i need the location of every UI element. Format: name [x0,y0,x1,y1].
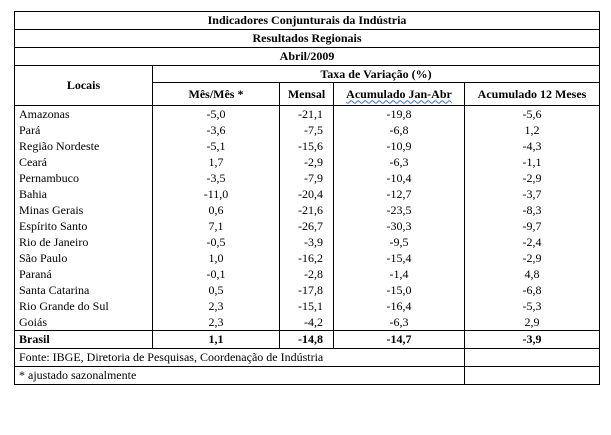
cell-acum-12: -5,3 [465,298,600,314]
cell-acum-jan-abr: -6,8 [334,122,465,138]
cell-acum-12: 2,9 [465,314,600,331]
cell-mes-mes: -5,0 [153,106,280,123]
cell-local: Pará [15,122,153,138]
cell-local: Rio de Janeiro [15,234,153,250]
acum-jan-abr-label: Acumulado Jan-Abr [346,86,452,101]
total-row [15,331,600,349]
cell-acum-jan-abr: -6,3 [334,314,465,331]
cell-acum-jan-abr: -12,7 [334,186,465,202]
table-row [15,122,600,138]
source-blank-cell [465,349,600,367]
total-mensal: -14,8 [280,331,334,349]
cell-mensal: -16,2 [280,250,334,266]
cell-acum-12: -1,1 [465,154,600,170]
cell-acum-12: 1,2 [465,122,600,138]
table-row [15,202,600,218]
cell-mensal: -21,1 [280,106,334,123]
table-row [15,106,600,123]
cell-acum-12: -9,7 [465,218,600,234]
note-row [15,367,600,385]
cell-acum-12: 4,8 [465,266,600,282]
table-subtitle: Resultados Regionais [15,30,600,48]
cell-acum-jan-abr: -10,9 [334,138,465,154]
cell-local: Bahia [15,186,153,202]
cell-mensal: -2,8 [280,266,334,282]
cell-mensal: -4,2 [280,314,334,331]
cell-acum-12: -2,9 [465,250,600,266]
cell-local: Paraná [15,266,153,282]
cell-mensal: -7,9 [280,170,334,186]
indicators-document [14,11,599,385]
cell-acum-jan-abr: -1,4 [334,266,465,282]
cell-acum-jan-abr: -23,5 [334,202,465,218]
cell-acum-jan-abr: -30,3 [334,218,465,234]
total-local: Brasil [15,331,153,349]
cell-mes-mes: 1,7 [153,154,280,170]
cell-local: Região Nordeste [15,138,153,154]
seasonal-note: * ajustado sazonalmente [15,367,465,385]
table-row [15,138,600,154]
cell-mes-mes: 1,0 [153,250,280,266]
cell-mes-mes: 0,5 [153,282,280,298]
source-row [15,349,600,367]
cell-mensal: -7,5 [280,122,334,138]
cell-mensal: -17,8 [280,282,334,298]
total-acum-12: -3,9 [465,331,600,349]
cell-mes-mes: -3,5 [153,170,280,186]
table-row [15,314,600,331]
cell-mes-mes: -3,6 [153,122,280,138]
cell-local: Santa Catarina [15,282,153,298]
cell-mes-mes: 0,6 [153,202,280,218]
cell-acum-12: -4,3 [465,138,600,154]
cell-local: Amazonas [15,106,153,123]
cell-mes-mes: 2,3 [153,314,280,331]
cell-local: São Paulo [15,250,153,266]
cell-mes-mes: 7,1 [153,218,280,234]
cell-acum-jan-abr: -15,4 [334,250,465,266]
table-row [15,170,600,186]
table-row [15,250,600,266]
cell-acum-jan-abr: -10,4 [334,170,465,186]
cell-acum-12: -3,7 [465,186,600,202]
table-row [15,186,600,202]
column-group-taxa-variacao: Taxa de Variação (%) [153,66,600,83]
note-blank-cell [465,367,600,385]
source-note [15,349,465,367]
cell-mensal: -3,9 [280,234,334,250]
cell-acum-jan-abr: -15,0 [334,282,465,298]
table-period: Abril/2009 [15,48,600,66]
cell-acum-jan-abr: -9,5 [334,234,465,250]
cell-local: Rio Grande do Sul [15,298,153,314]
cell-local: Goiás [15,314,153,331]
table-row [15,282,600,298]
cell-mensal: -15,1 [280,298,334,314]
indicators-table [14,11,600,385]
table-title: Indicadores Conjunturais da Indústria [15,12,600,30]
cell-local: Pernambuco [15,170,153,186]
cell-local: Espírito Santo [15,218,153,234]
table-row [15,218,600,234]
column-header-locais: Locais [15,66,153,106]
cell-mensal: -2,9 [280,154,334,170]
total-acum-jan-abr: -14,7 [334,331,465,349]
cell-acum-12: -6,8 [465,282,600,298]
cell-acum-jan-abr: -6,3 [334,154,465,170]
cell-mensal: -26,7 [280,218,334,234]
cell-mes-mes: -5,1 [153,138,280,154]
cell-acum-12: -2,4 [465,234,600,250]
cell-acum-jan-abr: -19,8 [334,106,465,123]
cell-local: Ceará [15,154,153,170]
cell-acum-12: -8,3 [465,202,600,218]
column-header-acum-jan-abr [334,83,465,106]
cell-mensal: -15,6 [280,138,334,154]
total-mes-mes: 1,1 [153,331,280,349]
table-row [15,234,600,250]
cell-mensal: -21,6 [280,202,334,218]
cell-mes-mes: -0,1 [153,266,280,282]
cell-acum-12: -5,6 [465,106,600,123]
source-text: Fonte: IBGE, Diretoria de Pesquisas, Coordenação de Indústria [19,350,324,364]
cell-acum-12: -2,9 [465,170,600,186]
cell-acum-jan-abr: -16,4 [334,298,465,314]
column-header-mes-mes: Mês/Mês * [153,83,280,106]
table-row [15,154,600,170]
cell-mes-mes: 2,3 [153,298,280,314]
cell-mes-mes: -11,0 [153,186,280,202]
cell-local: Minas Gerais [15,202,153,218]
table-body [15,106,600,331]
column-header-mensal: Mensal [280,83,334,106]
table-row [15,298,600,314]
table-row [15,266,600,282]
cell-mensal: -20,4 [280,186,334,202]
cell-mes-mes: -0,5 [153,234,280,250]
column-header-acum-12: Acumulado 12 Meses [465,83,600,106]
